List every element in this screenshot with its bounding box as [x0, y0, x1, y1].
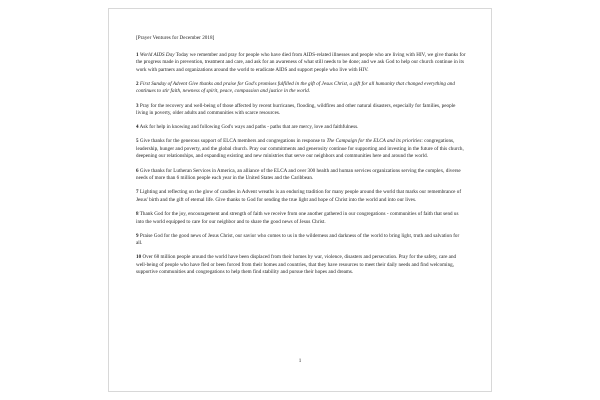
prayer-entry: [136, 254, 466, 277]
page-number: 1: [298, 358, 302, 364]
prayer-entry: [136, 189, 466, 204]
document-content: [136, 35, 466, 284]
entry-number: 1: [136, 51, 139, 58]
entry-lead: First Sunday of Advent: [139, 80, 188, 87]
prayer-entry: [136, 233, 466, 248]
entry-body: Over 68 million people around the world have been displaced from their homes by war, violence, disasters and persecution. Pray for the safety, care and well-being of people who have fled or been forced from their homes and countries, that they have resources to meet their daily needs and find welcoming, supportive communities and congregations to help them find stability and pursue their hopes and dreams.: [136, 254, 457, 276]
entry-number: 4: [136, 124, 139, 131]
entry-lead: World AIDS Day: [139, 51, 175, 58]
prayer-entry: [136, 103, 466, 118]
entry-body: Give thanks and praise for God's promises fulfilled in the gift of Jesus Christ, a gift for all humanity that changed everything and continues to stir faith, newness of spirit, peace, compassion and justice in the world.: [136, 80, 455, 95]
document-header: [Prayer Ventures for December 2018]: [136, 35, 215, 41]
prayer-entry: [136, 138, 466, 161]
entry-body: Today we remember and pray for people who have died from AIDS-related illnesses and people who are living with HIV, we give thanks for the progress made in prevention, treatment and care, and ask for an awareness of what still needs to be done; and we ask God to help our church continue in its work with partners and organizations around the world to eradicate AIDS and support people who live with HIV.: [136, 51, 466, 73]
entry-number: 7: [136, 189, 139, 196]
entry-number: 10: [136, 254, 142, 261]
entry-number: 2: [136, 80, 139, 87]
entry-body-italic: The Campaign for the ELCA and its priorities: [326, 138, 422, 145]
entry-body: Ask for help in knowing and following God's ways and paths - paths that are mercy, love and faithfulness.: [139, 124, 359, 131]
entry-body: Lighting and reflecting on the glow of candles in Advent wreaths is an enduring tradition for many people around the world that marks our remembrance of Jesus' birth and the gift of eternal life. Give thanks to God for sending the true light and hope of Christ into the world and into our lives.: [136, 189, 462, 203]
entry-body: Praise God for the good news of Jesus Christ, our savior who comes to us in the wilderness and darkness of the world to bring light, truth and salvation for all.: [136, 232, 460, 247]
prayer-entry: [136, 211, 466, 226]
entry-body: Thank God for the joy, encouragement and strength of faith we receive from one another gathered in our congregations - communities of faith that send us into the world equipped to care for our neighbor and to share the good news of Jesus Christ.: [136, 210, 459, 225]
entry-body-pre: Give thanks for the generous support of ELCA members and congregations in response to: [139, 138, 327, 145]
entry-body-post: : congregations, leadership, hunger and poverty, and the global church. Pray our commitments and generosity continue for supporting and investing in the future of this church, deepening our relationships, and expanding existing and new ministries that serve our neighbors and communities here and around the world.: [136, 138, 464, 160]
entry-body: Give thanks for Lutheran Services in America, an alliance of the ELCA and over 300 health and human services organizations serving the complex, diverse needs of more than 6 million people each year in the United States and the Caribbean.: [136, 167, 461, 182]
prayer-entry: [136, 168, 466, 183]
entry-body: Pray for the recovery and well-being of those affected by recent hurricanes, flooding, wildfires and other natural disasters, especially for families, people living in poverty, older adults and communities with scarce resources.: [136, 102, 456, 117]
entry-number: 9: [136, 232, 139, 239]
entry-number: 5: [136, 138, 139, 145]
prayer-entry: [136, 124, 466, 132]
entry-number: 3: [136, 102, 139, 109]
prayer-entry: [136, 52, 466, 75]
entry-number: 6: [136, 167, 139, 174]
prayer-entry: [136, 81, 466, 96]
entry-number: 8: [136, 210, 139, 217]
document-page: [108, 8, 492, 392]
